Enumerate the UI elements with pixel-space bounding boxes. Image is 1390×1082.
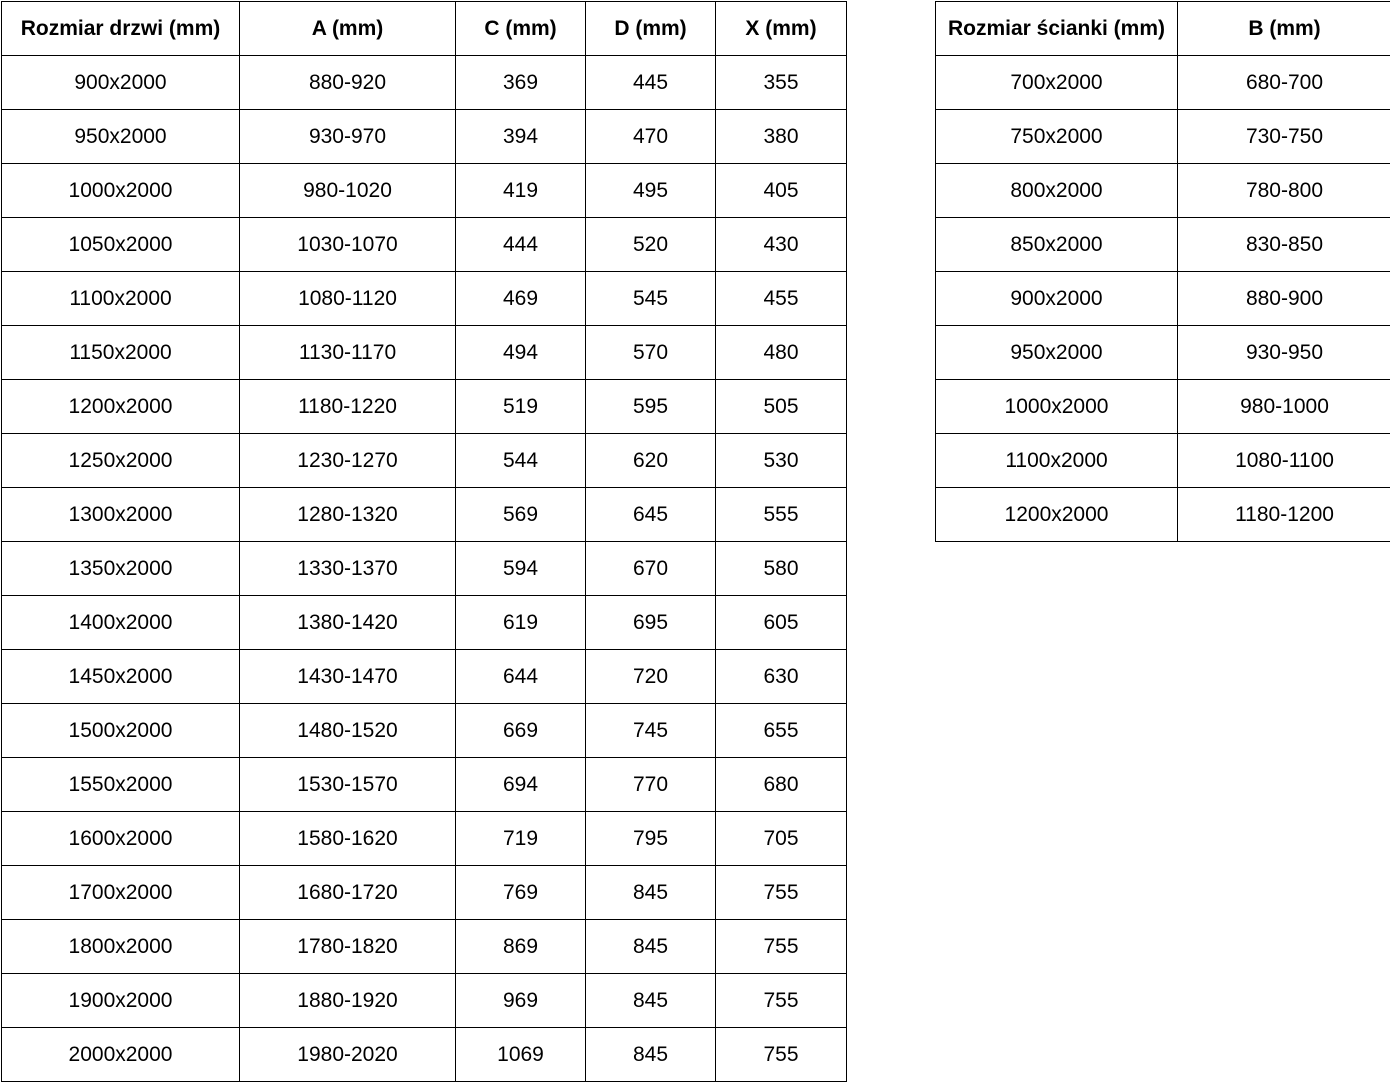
table-cell: 800x2000 — [936, 164, 1178, 218]
table-cell: 605 — [716, 596, 847, 650]
table-row — [2, 812, 847, 866]
table-cell: 544 — [456, 434, 586, 488]
table-cell: 845 — [586, 866, 716, 920]
table-cell: 845 — [586, 974, 716, 1028]
table-cell: 770 — [586, 758, 716, 812]
table-row — [2, 488, 847, 542]
table-cell: 1430-1470 — [240, 650, 456, 704]
table-cell: 545 — [586, 272, 716, 326]
table-row — [936, 434, 1390, 488]
table-row — [2, 920, 847, 974]
table-cell: 469 — [456, 272, 586, 326]
table-cell: 1280-1320 — [240, 488, 456, 542]
table-cell: 845 — [586, 920, 716, 974]
table-cell: 1000x2000 — [936, 380, 1178, 434]
table-cell: 480 — [716, 326, 847, 380]
table-cell: 869 — [456, 920, 586, 974]
table-row — [2, 704, 847, 758]
table-cell: 419 — [456, 164, 586, 218]
table-cell: 530 — [716, 434, 847, 488]
table-cell: 520 — [586, 218, 716, 272]
table-cell: 630 — [716, 650, 847, 704]
table-row — [2, 164, 847, 218]
table-cell: 720 — [586, 650, 716, 704]
table-cell: 470 — [586, 110, 716, 164]
door-table-body — [2, 56, 847, 1082]
table-cell: 930-950 — [1178, 326, 1390, 380]
table-cell: 1600x2000 — [2, 812, 240, 866]
table-row — [936, 380, 1390, 434]
table-cell: 880-900 — [1178, 272, 1390, 326]
table-cell: 455 — [716, 272, 847, 326]
table-cell: 1200x2000 — [2, 380, 240, 434]
table-cell: 405 — [716, 164, 847, 218]
column-header: X (mm) — [716, 2, 847, 56]
table-row — [2, 218, 847, 272]
table-cell: 1050x2000 — [2, 218, 240, 272]
table-cell: 1080-1100 — [1178, 434, 1390, 488]
column-header: Rozmiar ścianki (mm) — [936, 2, 1178, 56]
column-header: B (mm) — [1178, 2, 1390, 56]
table-cell: 569 — [456, 488, 586, 542]
table-cell: 755 — [716, 866, 847, 920]
table-cell: 1880-1920 — [240, 974, 456, 1028]
table-cell: 980-1000 — [1178, 380, 1390, 434]
table-row — [2, 866, 847, 920]
table-cell: 750x2000 — [936, 110, 1178, 164]
table-row — [2, 974, 847, 1028]
table-cell: 930-970 — [240, 110, 456, 164]
table-cell: 900x2000 — [2, 56, 240, 110]
table-cell: 495 — [586, 164, 716, 218]
table-cell: 755 — [716, 1028, 847, 1082]
table-row — [2, 1028, 847, 1082]
table-cell: 670 — [586, 542, 716, 596]
table-cell: 1180-1200 — [1178, 488, 1390, 542]
table-row — [2, 542, 847, 596]
wall-table-header-row — [936, 2, 1390, 56]
table-cell: 1180-1220 — [240, 380, 456, 434]
table-cell: 1350x2000 — [2, 542, 240, 596]
table-cell: 969 — [456, 974, 586, 1028]
table-cell: 580 — [716, 542, 847, 596]
table-cell: 900x2000 — [936, 272, 1178, 326]
table-row — [2, 596, 847, 650]
table-cell: 669 — [456, 704, 586, 758]
table-cell: 430 — [716, 218, 847, 272]
table-cell: 1450x2000 — [2, 650, 240, 704]
table-cell: 1100x2000 — [936, 434, 1178, 488]
table-cell: 444 — [456, 218, 586, 272]
table-row — [936, 164, 1390, 218]
table-cell: 1150x2000 — [2, 326, 240, 380]
door-size-table — [1, 1, 847, 1082]
table-cell: 394 — [456, 110, 586, 164]
table-cell: 505 — [716, 380, 847, 434]
table-row — [936, 272, 1390, 326]
table-row — [936, 326, 1390, 380]
table-cell: 755 — [716, 974, 847, 1028]
table-cell: 1000x2000 — [2, 164, 240, 218]
table-cell: 769 — [456, 866, 586, 920]
table-cell: 355 — [716, 56, 847, 110]
table-cell: 1680-1720 — [240, 866, 456, 920]
column-header: A (mm) — [240, 2, 456, 56]
table-cell: 380 — [716, 110, 847, 164]
table-cell: 700x2000 — [936, 56, 1178, 110]
table-cell: 1400x2000 — [2, 596, 240, 650]
table-cell: 1550x2000 — [2, 758, 240, 812]
table-cell: 780-800 — [1178, 164, 1390, 218]
table-cell: 1100x2000 — [2, 272, 240, 326]
table-row — [2, 56, 847, 110]
table-row — [2, 380, 847, 434]
table-cell: 1200x2000 — [936, 488, 1178, 542]
wall-table-body — [936, 56, 1390, 542]
table-cell: 1230-1270 — [240, 434, 456, 488]
table-cell: 1480-1520 — [240, 704, 456, 758]
column-header: C (mm) — [456, 2, 586, 56]
table-cell: 1980-2020 — [240, 1028, 456, 1082]
table-cell: 1300x2000 — [2, 488, 240, 542]
table-row — [2, 650, 847, 704]
table-cell: 620 — [586, 434, 716, 488]
table-cell: 555 — [716, 488, 847, 542]
table-cell: 369 — [456, 56, 586, 110]
table-cell: 619 — [456, 596, 586, 650]
table-cell: 1580-1620 — [240, 812, 456, 866]
table-cell: 845 — [586, 1028, 716, 1082]
table-cell: 755 — [716, 920, 847, 974]
table-cell: 570 — [586, 326, 716, 380]
column-header: D (mm) — [586, 2, 716, 56]
table-row — [936, 488, 1390, 542]
table-cell: 1780-1820 — [240, 920, 456, 974]
column-header: Rozmiar drzwi (mm) — [2, 2, 240, 56]
table-cell: 2000x2000 — [2, 1028, 240, 1082]
table-cell: 644 — [456, 650, 586, 704]
table-cell: 445 — [586, 56, 716, 110]
table-cell: 1080-1120 — [240, 272, 456, 326]
table-cell: 1800x2000 — [2, 920, 240, 974]
table-cell: 1250x2000 — [2, 434, 240, 488]
table-cell: 980-1020 — [240, 164, 456, 218]
table-row — [936, 110, 1390, 164]
table-cell: 680-700 — [1178, 56, 1390, 110]
table-cell: 1330-1370 — [240, 542, 456, 596]
table-cell: 830-850 — [1178, 218, 1390, 272]
table-cell: 645 — [586, 488, 716, 542]
table-cell: 595 — [586, 380, 716, 434]
wall-size-table — [935, 1, 1390, 542]
table-cell: 680 — [716, 758, 847, 812]
table-cell: 519 — [456, 380, 586, 434]
table-cell: 1069 — [456, 1028, 586, 1082]
table-row — [2, 110, 847, 164]
table-cell: 694 — [456, 758, 586, 812]
table-cell: 950x2000 — [936, 326, 1178, 380]
table-row — [2, 434, 847, 488]
table-row — [936, 218, 1390, 272]
table-cell: 880-920 — [240, 56, 456, 110]
table-cell: 1030-1070 — [240, 218, 456, 272]
table-row — [2, 272, 847, 326]
table-cell: 494 — [456, 326, 586, 380]
table-cell: 1530-1570 — [240, 758, 456, 812]
table-cell: 705 — [716, 812, 847, 866]
table-cell: 950x2000 — [2, 110, 240, 164]
table-cell: 850x2000 — [936, 218, 1178, 272]
door-table-header-row — [2, 2, 847, 56]
table-cell: 1380-1420 — [240, 596, 456, 650]
table-cell: 1500x2000 — [2, 704, 240, 758]
table-cell: 594 — [456, 542, 586, 596]
table-cell: 1700x2000 — [2, 866, 240, 920]
table-row — [2, 326, 847, 380]
table-cell: 1900x2000 — [2, 974, 240, 1028]
table-cell: 795 — [586, 812, 716, 866]
table-cell: 695 — [586, 596, 716, 650]
table-cell: 655 — [716, 704, 847, 758]
table-cell: 1130-1170 — [240, 326, 456, 380]
table-row — [2, 758, 847, 812]
table-cell: 730-750 — [1178, 110, 1390, 164]
table-row — [936, 56, 1390, 110]
table-cell: 745 — [586, 704, 716, 758]
table-cell: 719 — [456, 812, 586, 866]
